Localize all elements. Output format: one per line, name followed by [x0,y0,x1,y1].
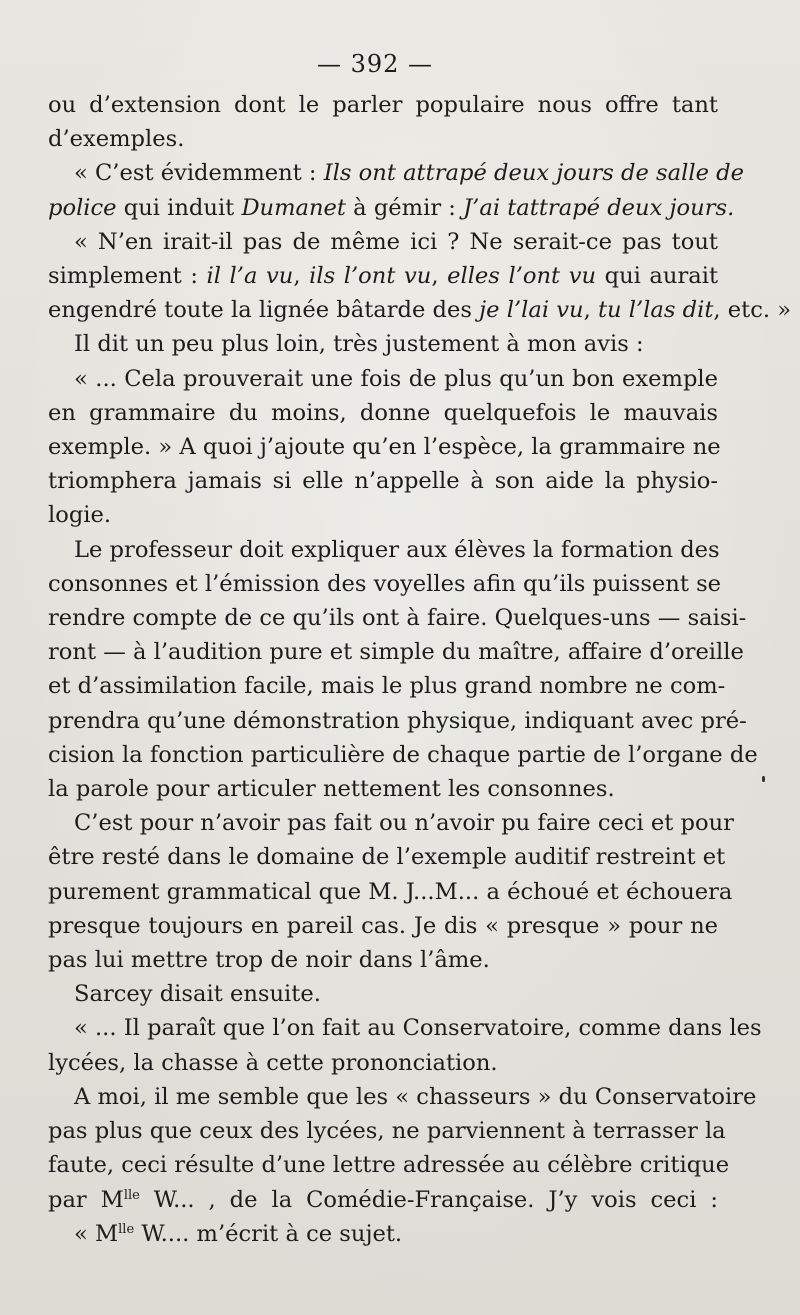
text-line: Sarcey disait ensuite. [74,981,321,1008]
body-text [48,88,792,1251]
text-line: engendré toute la lignée bâtarde des je l’lai vu, tu l’las dit, etc. » [48,297,792,324]
text-line: triomphera jamais si elle n’appelle à son aide la physio- [48,468,718,495]
text-line: en grammaire du moins, donne quelquefois le mauvais [48,399,718,426]
text-line: simplement : il l’a vu, ils l’ont vu, elles l’ont vu qui aurait [48,263,719,290]
text-line: d’exemples. [48,126,185,153]
text-line: être resté dans le domaine de l’exemple auditif restreint et [48,844,726,871]
text-line: lycées, la chasse à cette prononciation. [48,1049,498,1076]
text-line: cision la fonction particulière de chaque partie de l’organe de [48,741,758,768]
text-line: pas lui mettre trop de noir dans l’âme. [48,947,490,974]
text-line: consonnes et l’émission des voyelles afin qu’ils puissent se [48,570,722,597]
text-line: « ... Cela prouverait une fois de plus qu’un bon exemple [74,365,718,392]
text-line: « N’en irait-il pas de même ici ? Ne serait-ce pas tout [74,228,718,255]
text-line: ront — à l’audition pure et simple du maître, affaire d’oreille [48,639,744,666]
text-line: A moi, il me semble que les « chasseurs » du Conservatoire [74,1083,757,1110]
text-line: logie. [48,502,112,529]
text-line: rendre compte de ce qu’ils ont à faire. Quelques-uns — saisi- [48,605,747,632]
page-number: — 392 — [316,50,434,78]
text-line: exemple. » A quoi j’ajoute qu’en l’espèce, la grammaire ne [48,434,721,461]
text-line: Le professeur doit expliquer aux élèves la formation des [74,536,720,563]
text-line: « ... Il paraît que l’on fait au Conservatoire, comme dans les [74,1015,762,1042]
text-line: faute, ceci résulte d’une lettre adressée au célèbre critique [48,1152,730,1179]
text-line: par $M^{lle}$ W... , de la Comédie-Française. J’y vois ceci : [48,1186,718,1213]
text-line: « C’est évidemment : Ils ont attrapé deux jours de salle de [74,160,744,187]
text-line: prendra qu’une démonstration physique, indiquant avec pré- [48,707,747,734]
text-line: Il dit un peu plus loin, très justement à mon avis : [74,331,644,358]
text-line: purement grammatical que M. J...M... a échoué et échouera [48,878,733,905]
text-line: presque toujours en pareil cas. Je dis « presque » pour ne [48,912,718,939]
text-line: pas plus que ceux des lycées, ne parviennent à terrasser la [48,1118,726,1145]
text-line: police qui induit Dumanet à gémir : J’ai tattrapé deux jours. [48,194,735,221]
text-line: C’est pour n’avoir pas fait ou n’avoir pu faire ceci et pour [74,810,734,837]
text-line: ou d’extension dont le parler populaire nous offre tant [48,92,718,118]
text-line: la parole pour articuler nettement les consonnes. [48,776,615,803]
ink-speck [762,776,765,782]
text-line: et d’assimilation facile, mais le plus grand nombre ne com- [48,673,726,700]
text-line: « $M^{lle}$ W.... m’écrit à ce sujet. [74,1220,403,1247]
